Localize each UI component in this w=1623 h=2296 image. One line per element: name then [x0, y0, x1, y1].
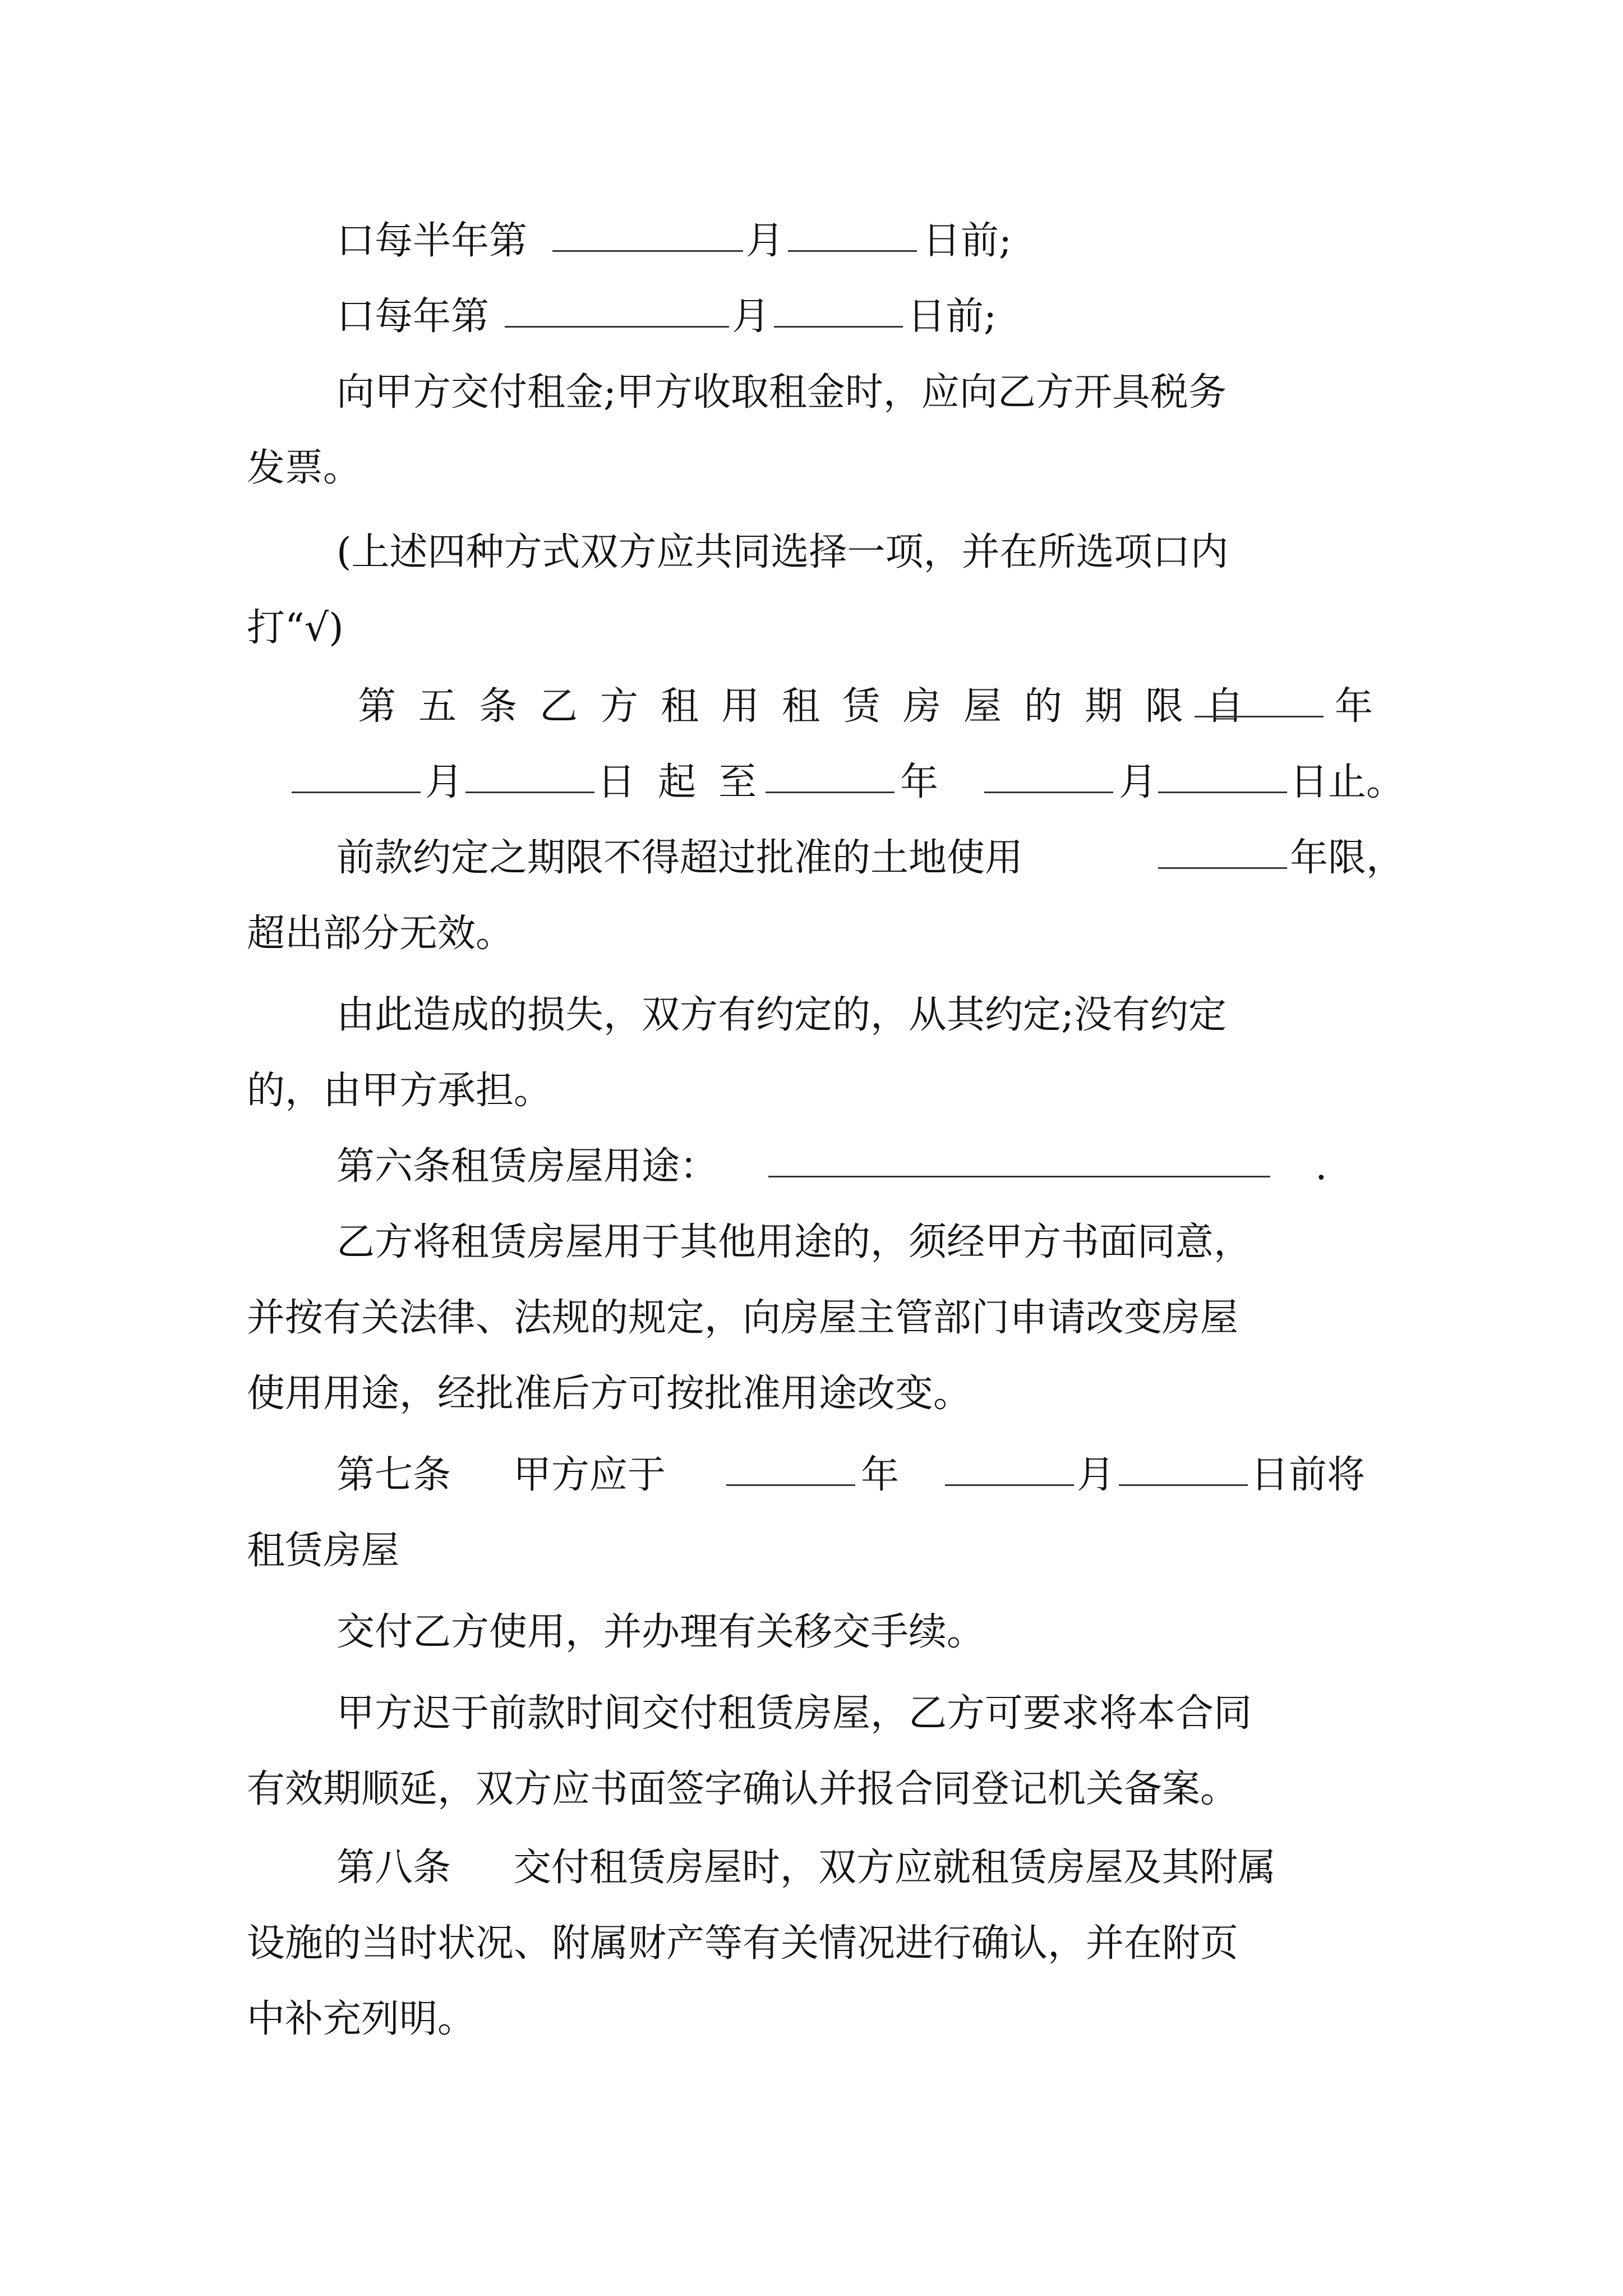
text-line: 甲方迟于前款时间交付租赁房屋，乙方可要求将本合同	[336, 1691, 1252, 1736]
blank-field-usage	[768, 1176, 1270, 1177]
blank-field-day	[788, 250, 917, 252]
text-period: .	[1315, 1144, 1327, 1189]
blank-field-month	[945, 1484, 1074, 1486]
article-5-line-2	[0, 754, 1623, 811]
text-day-before: 日前;	[923, 219, 1012, 263]
blank-field-month	[984, 792, 1113, 793]
paragraph-line	[0, 830, 1623, 886]
paragraph-line	[0, 440, 1623, 496]
text-line: 向甲方交付租金;甲方收取租金时，应向乙方开具税务	[336, 370, 1227, 415]
paragraph-line	[0, 906, 1623, 962]
text-line: 的，由甲方承担。	[247, 1069, 552, 1113]
paragraph-line	[0, 524, 1623, 581]
text-start-to: 日起至	[597, 760, 780, 804]
paragraph-line	[0, 987, 1623, 1043]
paragraph-line	[0, 1761, 1623, 1818]
paragraph-line	[0, 1214, 1623, 1271]
article-8-heading: 第八条	[336, 1846, 451, 1890]
text-end: 日止。	[1290, 760, 1405, 804]
text-line: 超出部分无效。	[247, 912, 514, 956]
blank-field-day	[1158, 792, 1287, 793]
blank-field-month	[552, 250, 743, 252]
text-line: 租赁房屋	[247, 1529, 400, 1573]
text-year-limit: 年限，	[1290, 836, 1405, 880]
blank-field-year	[1195, 716, 1324, 717]
article-5-heading: 第五条乙方租用租赁房屋的期限自	[358, 684, 1267, 729]
checkbox-label-yearly: 口每年第	[336, 295, 490, 339]
text-line: 发票。	[247, 446, 362, 490]
text-line: 前款约定之期限不得超过批准的土地使用	[336, 836, 1023, 880]
checkbox-label-half-year: 口每半年第	[336, 219, 528, 263]
blank-field-month	[505, 326, 729, 328]
paragraph-line	[0, 1523, 1623, 1579]
blank-field-day	[465, 792, 594, 793]
article-6-line	[0, 1139, 1623, 1195]
text-month: 月	[1077, 1453, 1115, 1497]
article-7-heading: 第七条	[336, 1453, 451, 1497]
text-line: 由此造成的损失，双方有约定的，从其约定;没有约定	[336, 993, 1227, 1037]
blank-field-day	[774, 326, 903, 328]
blank-field-day	[1119, 1484, 1248, 1486]
paragraph-line	[0, 1290, 1623, 1346]
text-line: 有效期顺延，双方应书面签字确认并报合同登记机关备案。	[247, 1767, 1239, 1811]
text-month: 月	[732, 295, 771, 339]
text-day-before: 日前;	[907, 295, 997, 339]
paragraph-line	[0, 1686, 1623, 1742]
article-6-heading: 第六条租赁房屋用途：	[336, 1144, 718, 1189]
article-5-line-1	[0, 679, 1623, 735]
paragraph-line	[0, 1916, 1623, 1972]
payment-option-yearly	[0, 289, 1623, 345]
text-month: 月	[425, 760, 464, 804]
text-line: 乙方将租赁房屋用于其他用途的，须经甲方书面同意，	[336, 1220, 1252, 1264]
text-day-before: 日前将	[1251, 1453, 1366, 1497]
text-month: 月	[746, 219, 785, 263]
text-year: 年	[900, 760, 939, 804]
paragraph-line	[0, 1604, 1623, 1660]
blank-field-month	[292, 792, 421, 793]
text-line: 并按有关法律、法规的规定，向房屋主管部门申请改变房屋	[247, 1296, 1239, 1340]
blank-field-years	[1158, 867, 1287, 869]
paragraph-line	[0, 1366, 1623, 1422]
text-party-a-should: 甲方应于	[513, 1453, 666, 1497]
text-year: 年	[861, 1453, 900, 1497]
text-year: 年	[1335, 684, 1373, 729]
paragraph-line	[0, 600, 1623, 656]
payment-option-half-year	[0, 213, 1623, 269]
blank-field-year	[726, 1484, 855, 1486]
text-month: 月	[1119, 760, 1158, 804]
article-8-line	[0, 1840, 1623, 1896]
text-line: 打“√)	[247, 606, 344, 650]
paragraph-line	[0, 1063, 1623, 1119]
text-line: 使用用途，经批准后方可按批准用途改变。	[247, 1372, 972, 1416]
text-line: 交付乙方使用，并办理有关移交手续。	[336, 1610, 985, 1654]
blank-field-year	[766, 792, 895, 793]
text-line: 设施的当时状况、附属财产等有关情况进行确认，并在附页	[247, 1921, 1239, 1966]
text-line: (上述四种方式双方应共同选择一项，并在所选项口内	[336, 530, 1229, 574]
text-line: 中补充列明。	[247, 1997, 476, 2041]
paragraph-line	[0, 1991, 1623, 2047]
text-line: 交付租赁房屋时，双方应就租赁房屋及其附属	[513, 1846, 1276, 1890]
paragraph-line	[0, 365, 1623, 421]
article-7-line	[0, 1447, 1623, 1503]
